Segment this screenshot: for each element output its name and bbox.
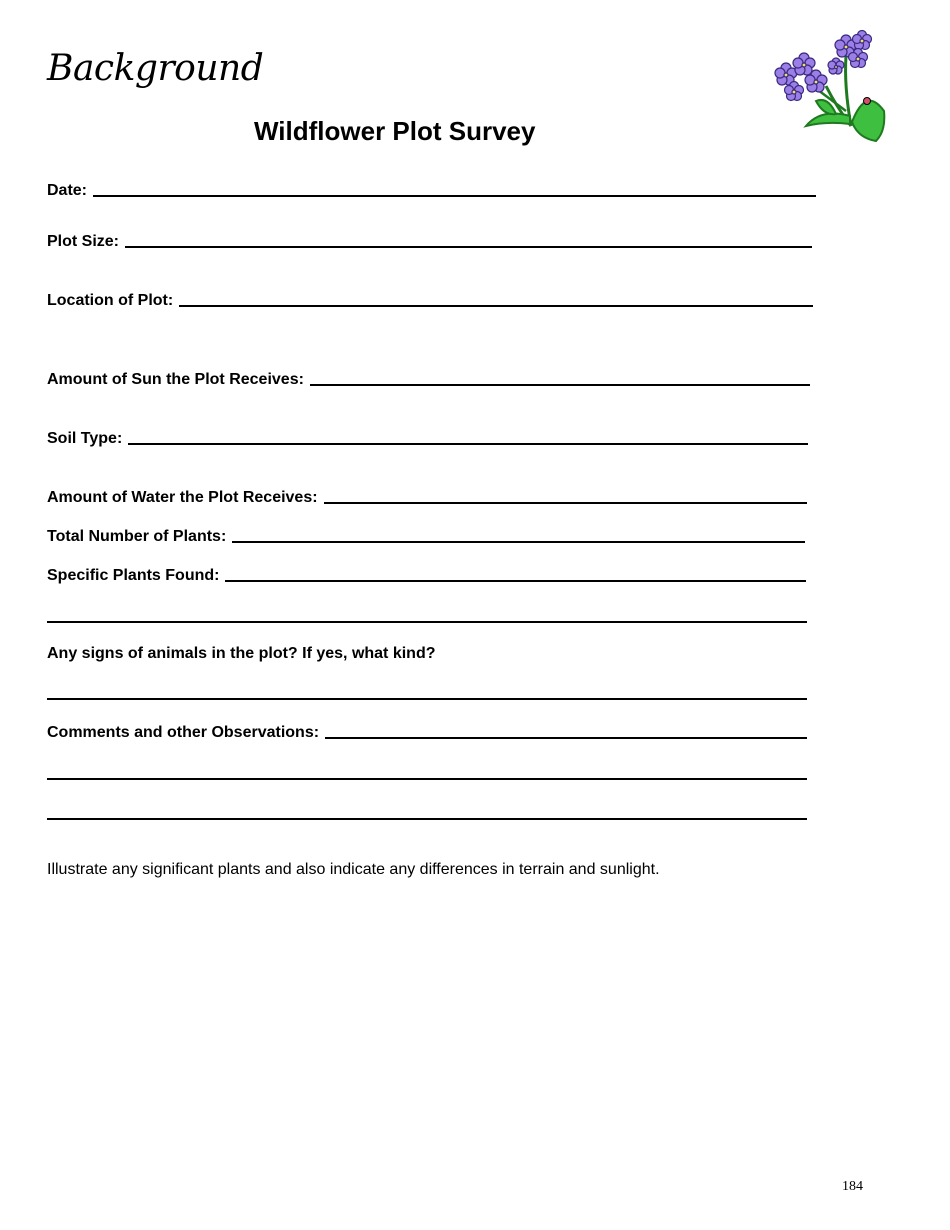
- soil-line[interactable]: [128, 443, 808, 445]
- water-line[interactable]: [324, 502, 807, 504]
- specific-plants-extra-line[interactable]: [47, 621, 807, 623]
- soil-field[interactable]: [47, 426, 808, 448]
- total-plants-label: Total Number of Plants:: [47, 528, 227, 545]
- location-label: Location of Plot:: [47, 292, 174, 309]
- date-field[interactable]: [47, 178, 816, 200]
- specific-plants-field[interactable]: [47, 563, 806, 585]
- comments-label: Comments and other Observations:: [47, 724, 320, 741]
- date-label: Date:: [47, 182, 88, 199]
- soil-label: Soil Type:: [47, 430, 123, 447]
- page-title: Wildflower Plot Survey: [254, 116, 536, 146]
- wildflower-icon: [766, 26, 886, 144]
- comments-line[interactable]: [325, 737, 807, 739]
- page-number: 184: [842, 1179, 863, 1194]
- animals-answer-line[interactable]: [47, 698, 807, 700]
- comments-field[interactable]: [47, 720, 807, 742]
- sun-line[interactable]: [310, 384, 810, 386]
- specific-plants-label: Specific Plants Found:: [47, 567, 220, 584]
- plot-size-field[interactable]: [47, 229, 812, 251]
- plot-size-label: Plot Size:: [47, 233, 120, 250]
- water-field[interactable]: [47, 485, 807, 507]
- section-heading: Background: [47, 48, 264, 89]
- plot-size-line[interactable]: [125, 246, 812, 248]
- water-label: Amount of Water the Plot Receives:: [47, 489, 318, 506]
- location-field[interactable]: [47, 288, 813, 310]
- specific-plants-line[interactable]: [225, 580, 806, 582]
- sun-field[interactable]: [47, 367, 810, 389]
- comments-extra-line-2[interactable]: [47, 818, 807, 820]
- animals-question: Any signs of animals in the plot? If yes, what kind?: [47, 645, 436, 662]
- comments-extra-line-1[interactable]: [47, 778, 807, 780]
- illustration-instruction: Illustrate any significant plants and also indicate any differences in terrain and sunlight.: [47, 861, 660, 878]
- total-plants-field[interactable]: [47, 524, 805, 546]
- date-line[interactable]: [93, 195, 816, 197]
- sun-label: Amount of Sun the Plot Receives:: [47, 371, 304, 388]
- location-line[interactable]: [179, 305, 813, 307]
- total-plants-line[interactable]: [232, 541, 805, 543]
